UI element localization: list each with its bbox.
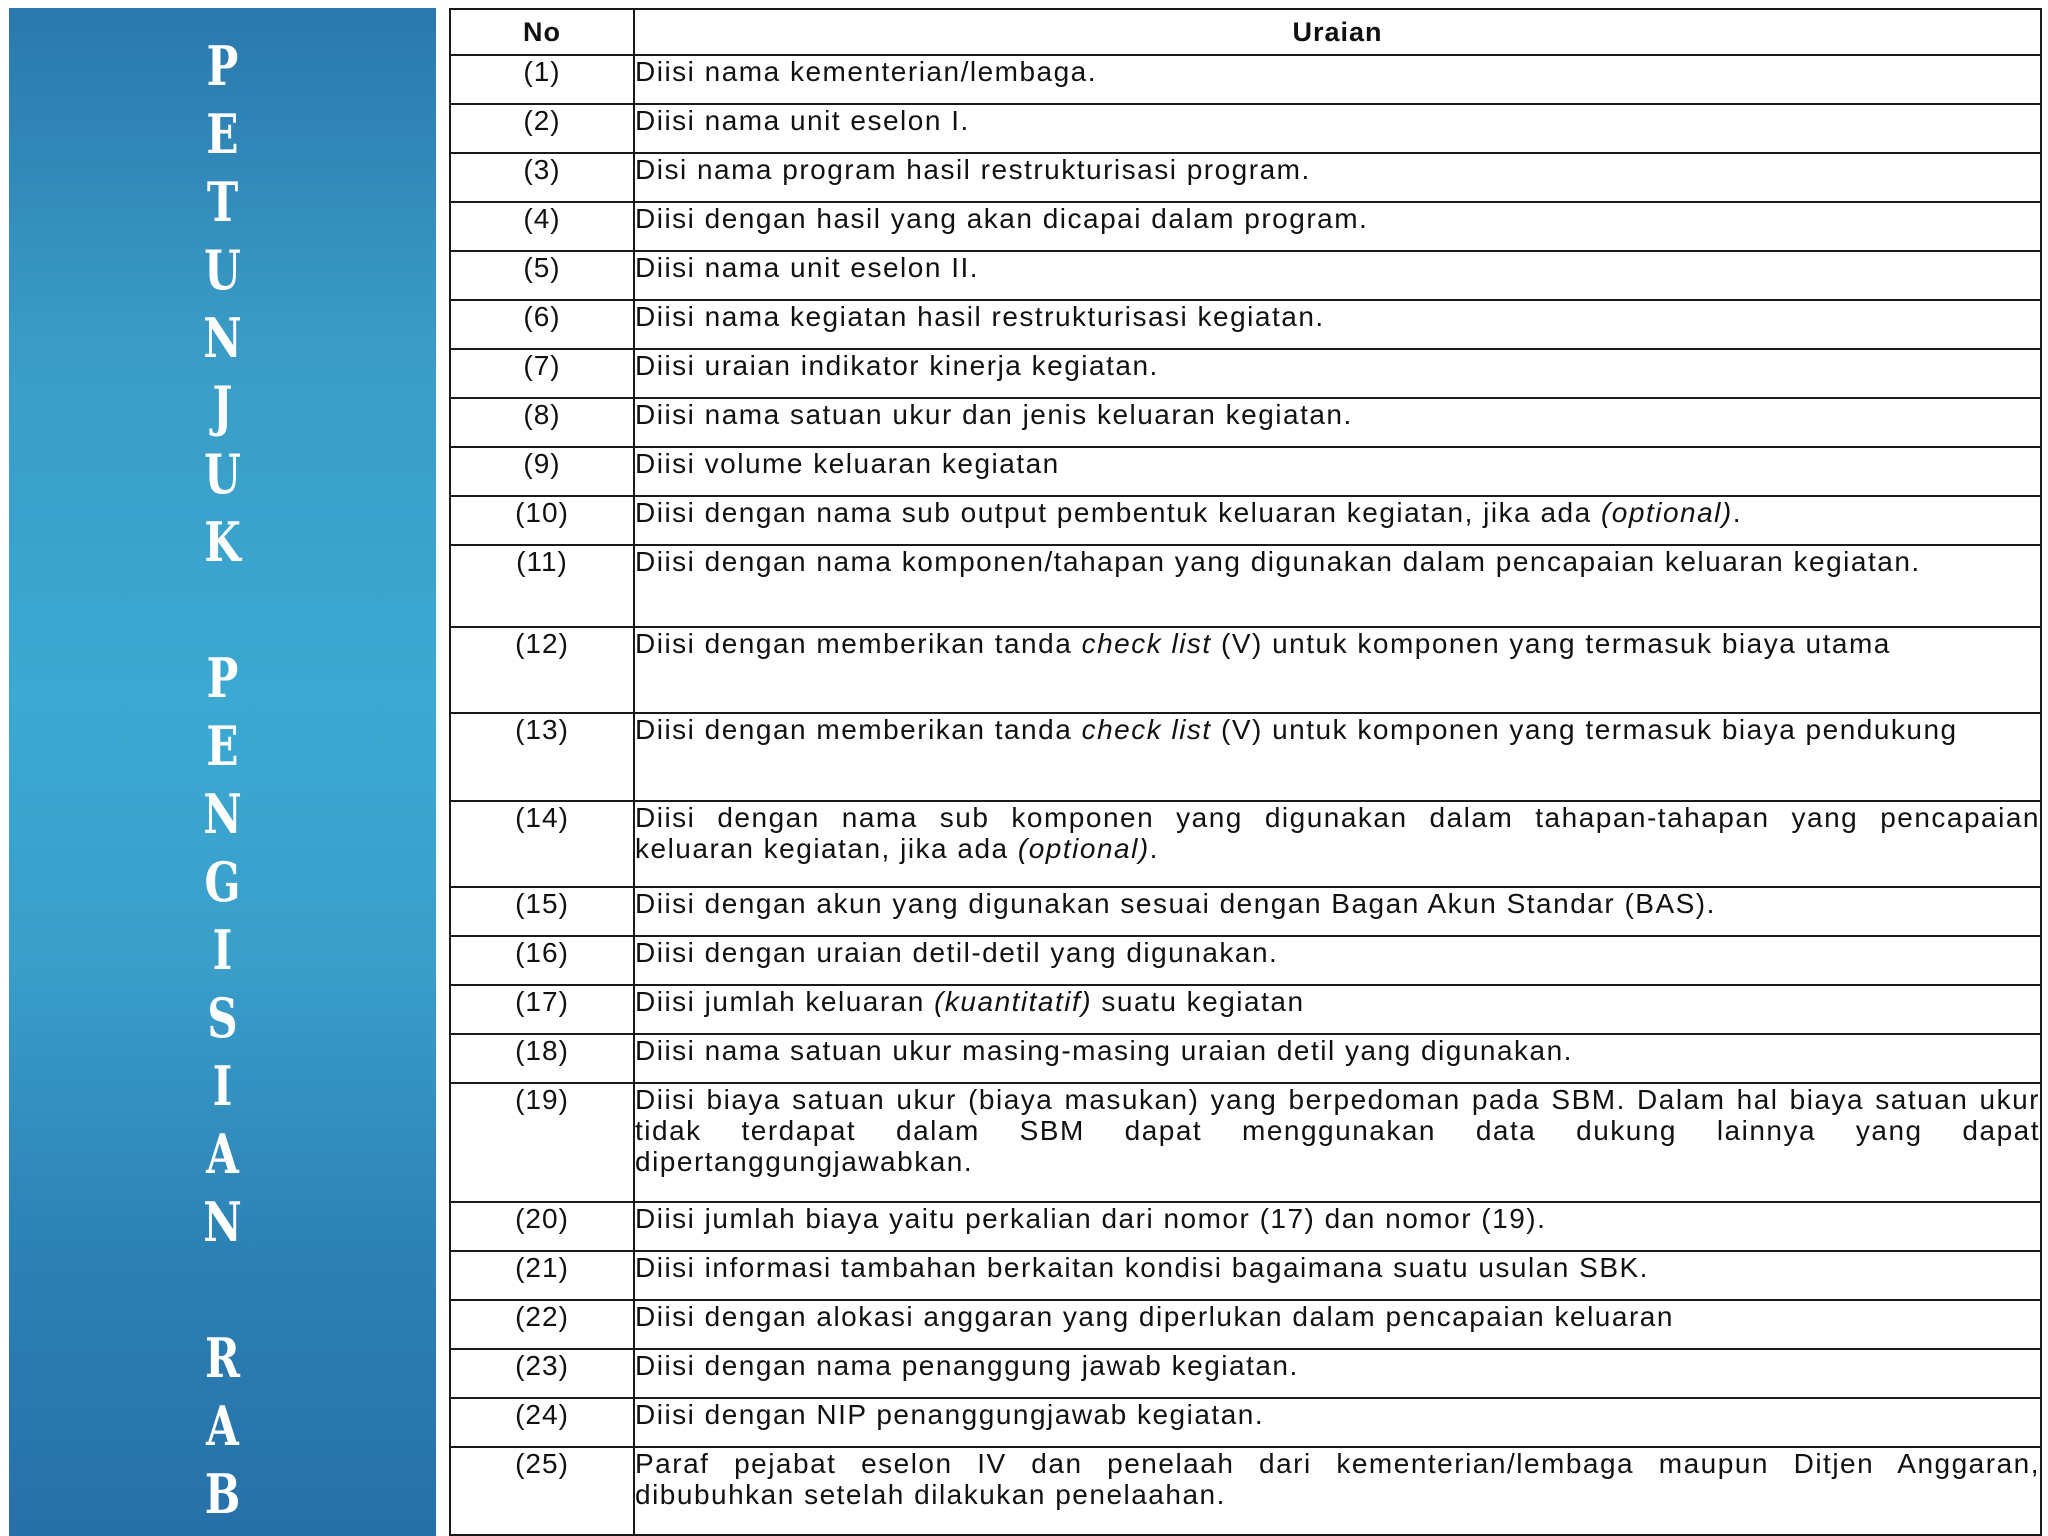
- row-number: (12): [450, 627, 634, 713]
- row-description: [634, 627, 2041, 713]
- row-description: Diisi uraian indikator kinerja kegiatan.: [634, 349, 2041, 398]
- row-description: Diisi nama satuan ukur dan jenis keluaran kegiatan.: [634, 398, 2041, 447]
- table-row: [450, 1447, 2041, 1535]
- row-number: (20): [450, 1202, 634, 1251]
- side-title-letter: A: [206, 1394, 239, 1458]
- table-row: [450, 55, 2041, 104]
- description-text: .: [1732, 497, 1742, 528]
- side-title-letter: J: [212, 374, 233, 438]
- description-text: (V) untuk komponen yang termasuk biaya pendukung: [1211, 714, 1958, 745]
- description-text: Diisi jumlah keluaran: [635, 986, 935, 1017]
- row-number: (14): [450, 801, 634, 887]
- row-description: Diisi informasi tambahan berkaitan kondisi bagaimana suatu usulan SBK.: [634, 1251, 2041, 1300]
- description-text: Diisi dengan nama sub output pembentuk keluaran kegiatan, jika ada: [635, 497, 1601, 528]
- row-description: Diisi dengan NIP penanggungjawab kegiatan.: [634, 1398, 2041, 1447]
- guide-table-container: [449, 8, 2040, 1536]
- table-row: [450, 1300, 2041, 1349]
- row-description: Paraf pejabat eselon IV dan penelaah dari kementerian/lembaga maupun Ditjen Anggaran, dibubuhkan setelah dilakukan penelaahan.: [634, 1447, 2041, 1535]
- table-row: [450, 887, 2041, 936]
- row-number: (2): [450, 104, 634, 153]
- side-title-letter: N: [203, 782, 242, 846]
- row-description: Diisi dengan alokasi anggaran yang diperlukan dalam pencapaian keluaran: [634, 1300, 2041, 1349]
- table-row: [450, 1251, 2041, 1300]
- table-row: [450, 104, 2041, 153]
- description-text: (V) untuk komponen yang termasuk biaya utama: [1211, 628, 1891, 659]
- guide-table: [449, 8, 2042, 1536]
- row-description: [634, 713, 2041, 801]
- side-title-letter: N: [203, 306, 242, 370]
- row-number: (11): [450, 545, 634, 627]
- table-row: [450, 1349, 2041, 1398]
- row-description: Diisi dengan hasil yang akan dicapai dalam program.: [634, 202, 2041, 251]
- side-title-letter: N: [203, 1190, 242, 1254]
- description-italic-text: (optional): [1017, 833, 1150, 864]
- row-description: Diisi nama kementerian/lembaga.: [634, 55, 2041, 104]
- side-title-letter: T: [206, 170, 239, 234]
- side-title-letter: I: [212, 918, 233, 982]
- table-row: [450, 936, 2041, 985]
- row-number: (19): [450, 1083, 634, 1202]
- description-italic-text: check list: [1081, 714, 1212, 745]
- table-row: [450, 801, 2041, 887]
- side-title-letter: I: [212, 1054, 233, 1118]
- row-number: (8): [450, 398, 634, 447]
- table-row: [450, 153, 2041, 202]
- table-row: [450, 349, 2041, 398]
- row-number: (22): [450, 1300, 634, 1349]
- side-title-letter: S: [207, 986, 238, 1050]
- row-description: [634, 985, 2041, 1034]
- table-row: [450, 1083, 2041, 1202]
- row-number: (21): [450, 1251, 634, 1300]
- side-title-letter: G: [204, 850, 241, 914]
- row-number: (18): [450, 1034, 634, 1083]
- description-italic-text: (kuantitatif): [934, 986, 1093, 1017]
- row-description: Diisi nama satuan ukur masing-masing uraian detil yang digunakan.: [634, 1034, 2041, 1083]
- row-number: (5): [450, 251, 634, 300]
- side-title-letter: P: [206, 34, 239, 98]
- row-description: Diisi dengan akun yang digunakan sesuai dengan Bagan Akun Standar (BAS).: [634, 887, 2041, 936]
- row-number: (17): [450, 985, 634, 1034]
- table-row: [450, 398, 2041, 447]
- row-number: (25): [450, 1447, 634, 1535]
- row-description: Diisi dengan nama penanggung jawab kegiatan.: [634, 1349, 2041, 1398]
- row-description: Diisi dengan uraian detil-detil yang digunakan.: [634, 936, 2041, 985]
- description-text: Diisi dengan memberikan tanda: [635, 628, 1082, 659]
- column-header-no: No: [450, 9, 634, 55]
- side-title-letter: E: [206, 102, 239, 166]
- description-italic-text: (optional): [1600, 497, 1733, 528]
- row-number: (15): [450, 887, 634, 936]
- table-row: [450, 985, 2041, 1034]
- table-row: [450, 713, 2041, 801]
- row-number: (3): [450, 153, 634, 202]
- description-text: suatu kegiatan: [1092, 986, 1305, 1017]
- description-text: .: [1149, 833, 1159, 864]
- row-number: (6): [450, 300, 634, 349]
- row-number: (7): [450, 349, 634, 398]
- side-title-vertical: [9, 36, 436, 1536]
- row-description: Diisi nama unit eselon II.: [634, 251, 2041, 300]
- table-row: [450, 1034, 2041, 1083]
- side-title-letter: R: [204, 1326, 241, 1390]
- side-title-letter: [56, 580, 389, 640]
- row-number: (13): [450, 713, 634, 801]
- table-row: [450, 300, 2041, 349]
- table-row: [450, 627, 2041, 713]
- side-title-letter: K: [204, 510, 241, 574]
- side-title-letter: U: [204, 442, 241, 506]
- row-description: Diisi biaya satuan ukur (biaya masukan) yang berpedoman pada SBM. Dalam hal biaya satuan ukur tidak terdapat dalam SBM dapat menggunakan data dukung lainnya yang dapat dipertanggungjawabkan.: [634, 1083, 2041, 1202]
- row-number: (9): [450, 447, 634, 496]
- row-description: Diisi volume keluaran kegiatan: [634, 447, 2041, 496]
- side-title-letter: P: [206, 646, 239, 710]
- column-header-uraian: Uraian: [634, 9, 2041, 55]
- table-row: [450, 251, 2041, 300]
- row-description: Diisi jumlah biaya yaitu perkalian dari nomor (17) dan nomor (19).: [634, 1202, 2041, 1251]
- row-number: (10): [450, 496, 634, 545]
- table-row: [450, 496, 2041, 545]
- side-title-panel: [9, 8, 436, 1536]
- row-description: Diisi dengan nama komponen/tahapan yang digunakan dalam pencapaian keluaran kegiatan.: [634, 545, 2041, 627]
- row-description: [634, 801, 2041, 887]
- row-description: [634, 496, 2041, 545]
- table-row: [450, 202, 2041, 251]
- table-header-row: [450, 9, 2041, 55]
- side-title-letter: A: [206, 1122, 239, 1186]
- side-title-letter: [56, 1260, 389, 1320]
- row-number: (1): [450, 55, 634, 104]
- description-text: Diisi dengan nama sub komponen yang digunakan dalam tahapan-tahapan yang pencapaian keluaran kegiatan, jika ada: [635, 802, 2040, 864]
- table-row: [450, 1398, 2041, 1447]
- side-title-letter: U: [204, 238, 241, 302]
- row-description: Diisi nama kegiatan hasil restrukturisasi kegiatan.: [634, 300, 2041, 349]
- row-description: Diisi nama unit eselon I.: [634, 104, 2041, 153]
- row-number: (23): [450, 1349, 634, 1398]
- table-row: [450, 447, 2041, 496]
- side-title-letter: B: [204, 1462, 241, 1526]
- row-number: (16): [450, 936, 634, 985]
- row-number: (24): [450, 1398, 634, 1447]
- description-text: Diisi dengan memberikan tanda: [635, 714, 1082, 745]
- row-description: Disi nama program hasil restrukturisasi program.: [634, 153, 2041, 202]
- table-row: [450, 1202, 2041, 1251]
- table-row: [450, 545, 2041, 627]
- side-title-letter: E: [206, 714, 239, 778]
- row-number: (4): [450, 202, 634, 251]
- description-italic-text: check list: [1081, 628, 1212, 659]
